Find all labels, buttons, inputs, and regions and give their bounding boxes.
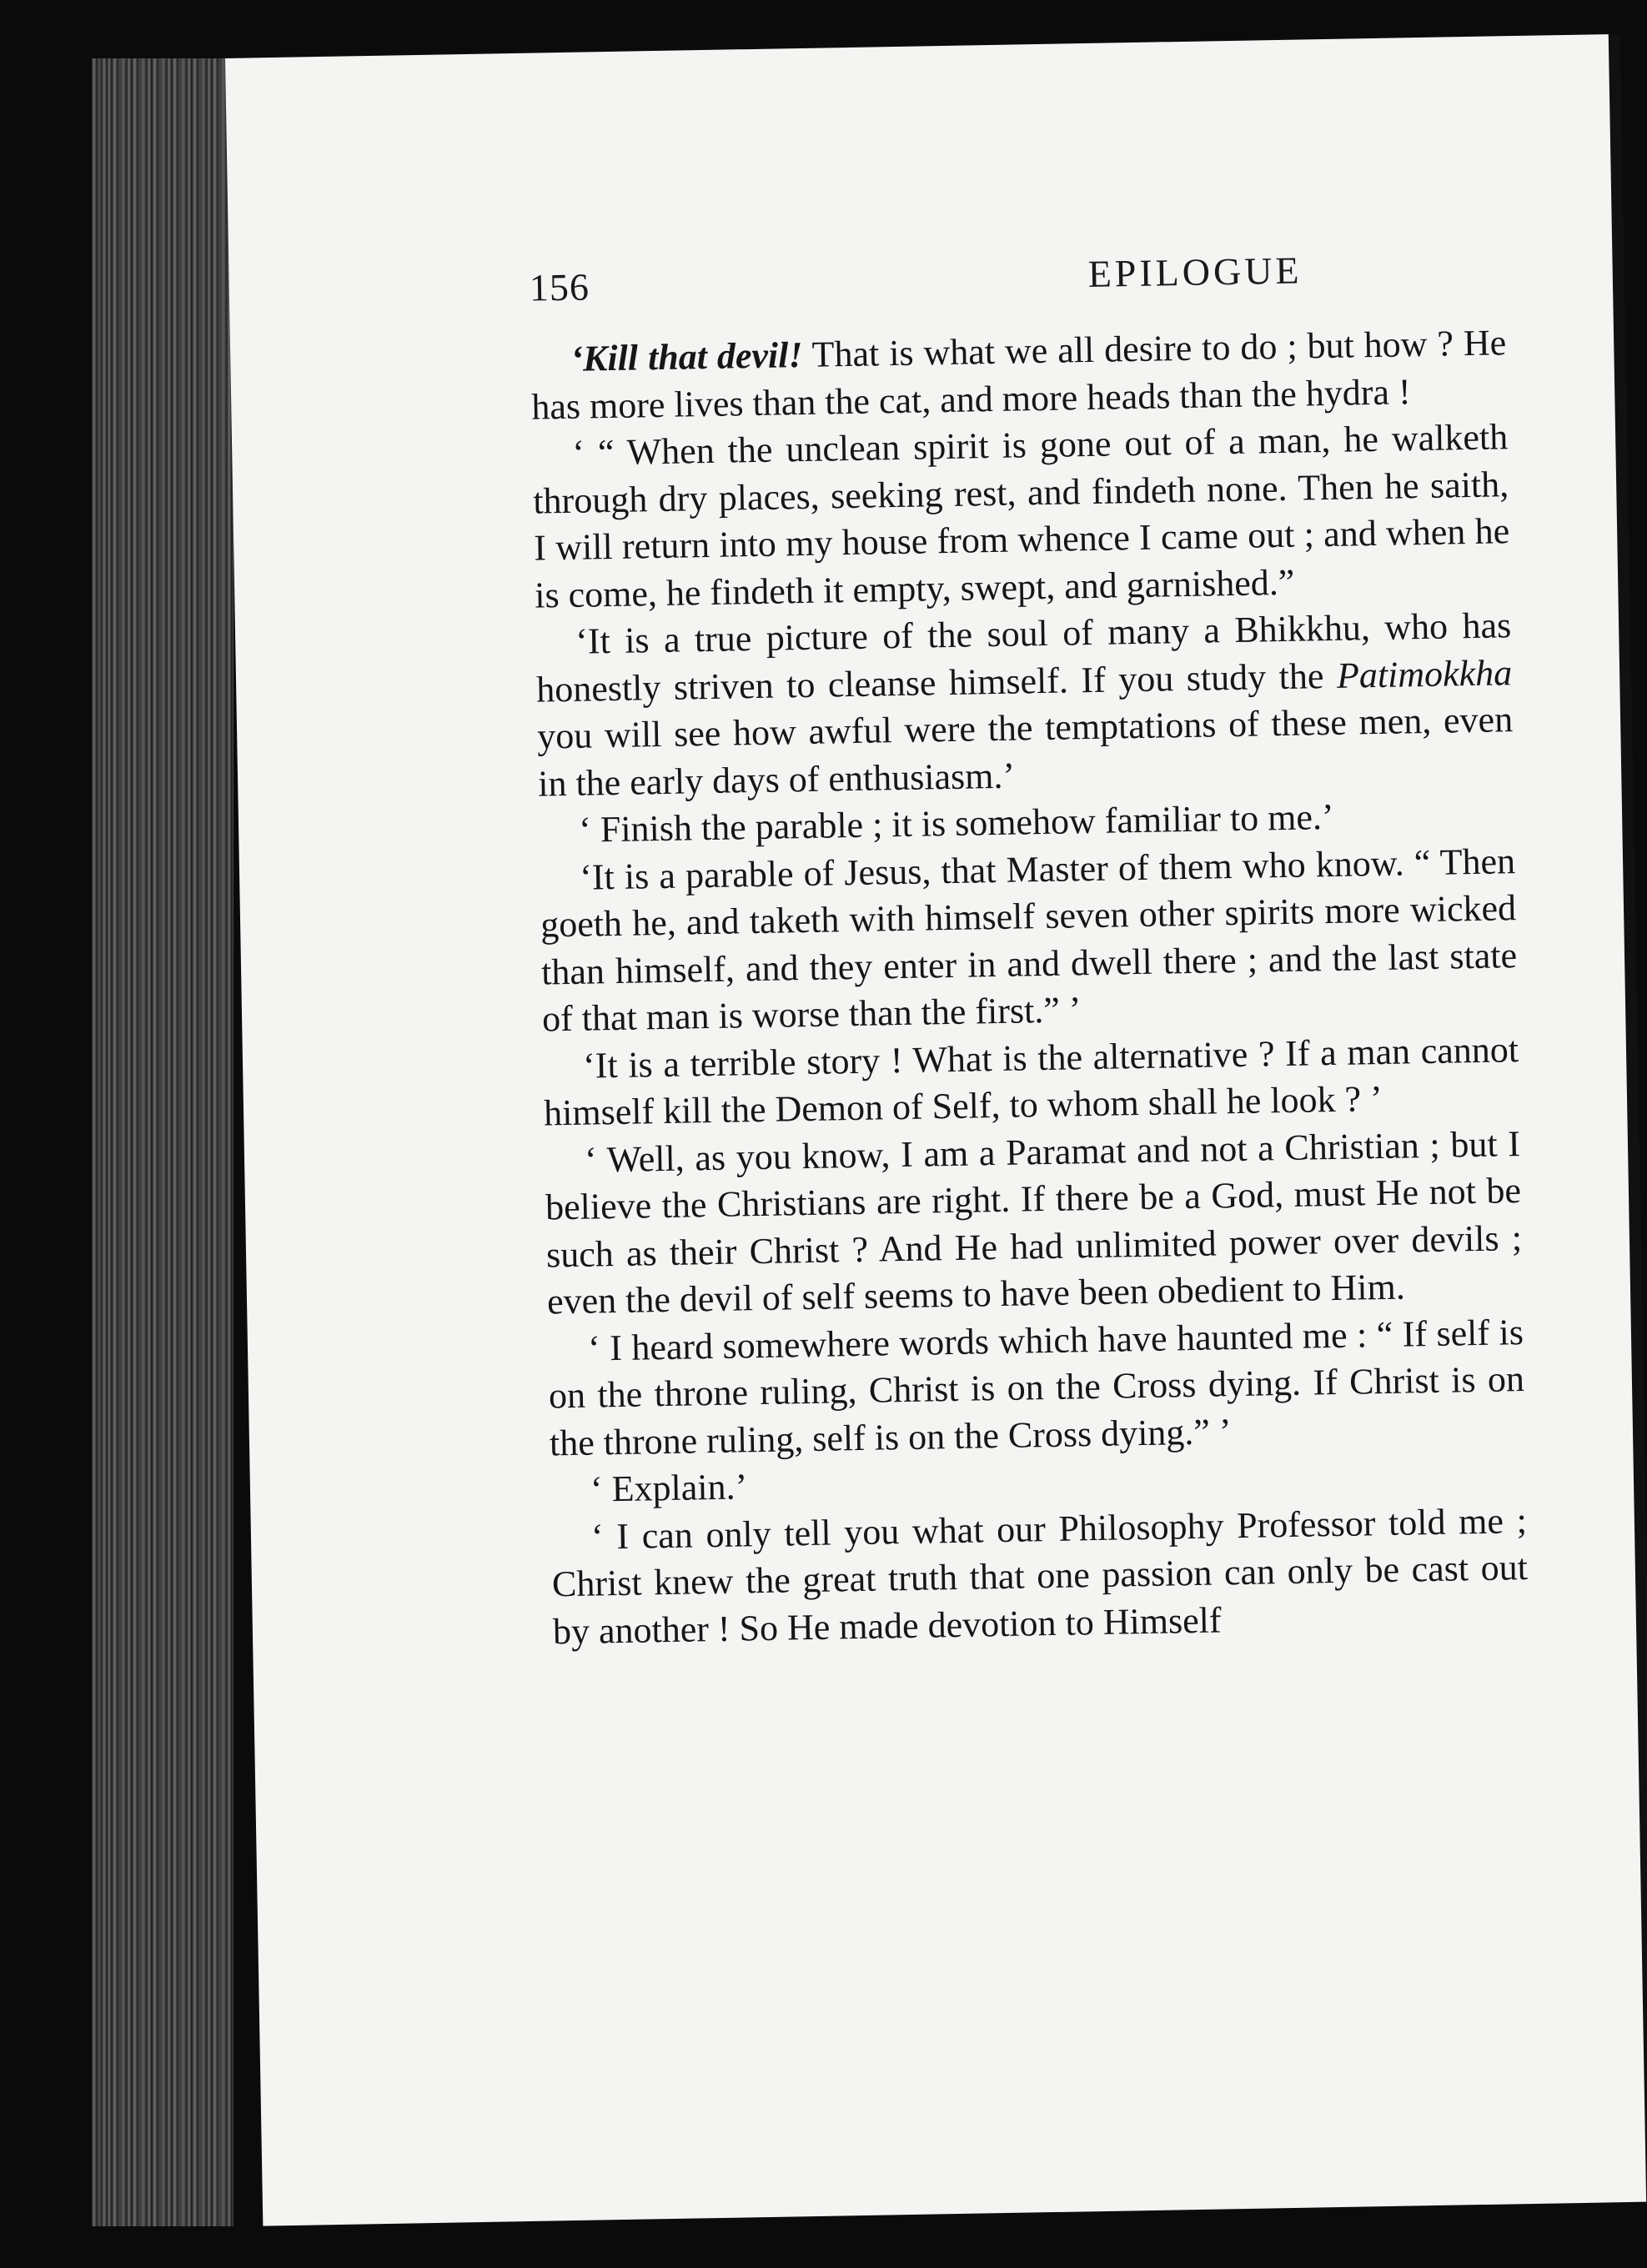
paragraph: [530, 319, 1508, 430]
paragraph: [535, 602, 1514, 807]
paragraph: ‘ “ When the unclean spirit is gone out of a man, he walketh through dry places, seeking rest, and findeth none. Then he saith, I will return into my house from whence I came out ; and when he is come, he findeth it empty, swept, and garnished.”: [532, 416, 1510, 616]
body-text: [530, 319, 1529, 1655]
paragraph: ‘ Well, as you know, I am a Paramat and not a Christian ; but I believe the Christians are right. If there be a God, must He not be such as their Christ ? And He had unlimited power over devils ; even the devil of self seems to have been obedient to Him.: [545, 1122, 1523, 1322]
running-title: EPILOGUE: [1087, 248, 1303, 295]
book-page-edges: [92, 58, 233, 2226]
paragraph-text: ‘It is a true picture of the soul of many a Bhikkhu, who has honestly striven to cleanse himself. If you study the: [535, 605, 1512, 710]
paragraph-text: That is what we all desire to do ; but how ? He has more lives than the cat, and more heads than the hydra !: [530, 322, 1507, 428]
paragraph: ‘It is a parable of Jesus, that Master of them who know. “ Then goeth he, and taketh with himself seven other spirits more wicked than himself, and they enter in and dwell there ; and the last state of that man is worse than the first.” ’: [540, 840, 1518, 1040]
paragraph: ‘It is a terrible story ! What is the alternative ? If a man cannot himself kill the Demon of Self, to whom shall he look ? ’: [543, 1028, 1519, 1134]
book-page: [225, 34, 1647, 2226]
page-number: 156: [529, 265, 590, 309]
italic-term: Patimokkha: [1336, 651, 1513, 696]
paragraph-text: you will see how awful were the temptations of these men, even in the early days of enthusiasm.’: [536, 699, 1514, 805]
paragraph: ‘ Explain.’: [590, 1466, 748, 1510]
paragraph: ‘ Finish the parable ; it is somehow familiar to me.’: [578, 795, 1334, 850]
paragraph: ‘ I heard somewhere words which have haunted me : “ If self is on the throne ruling, Christ is on the Cross dying. If Christ is on the throne ruling, self is on the Cross dying.” ’: [548, 1311, 1525, 1463]
paragraph: ‘ I can only tell you what our Philosophy Professor told me ; Christ knew the great truth that one passion can only be cast out by another ! So He made devotion to Himself: [551, 1499, 1529, 1652]
italic-phrase: ‘Kill that devil!: [570, 334, 803, 379]
page-header: [528, 178, 1647, 309]
